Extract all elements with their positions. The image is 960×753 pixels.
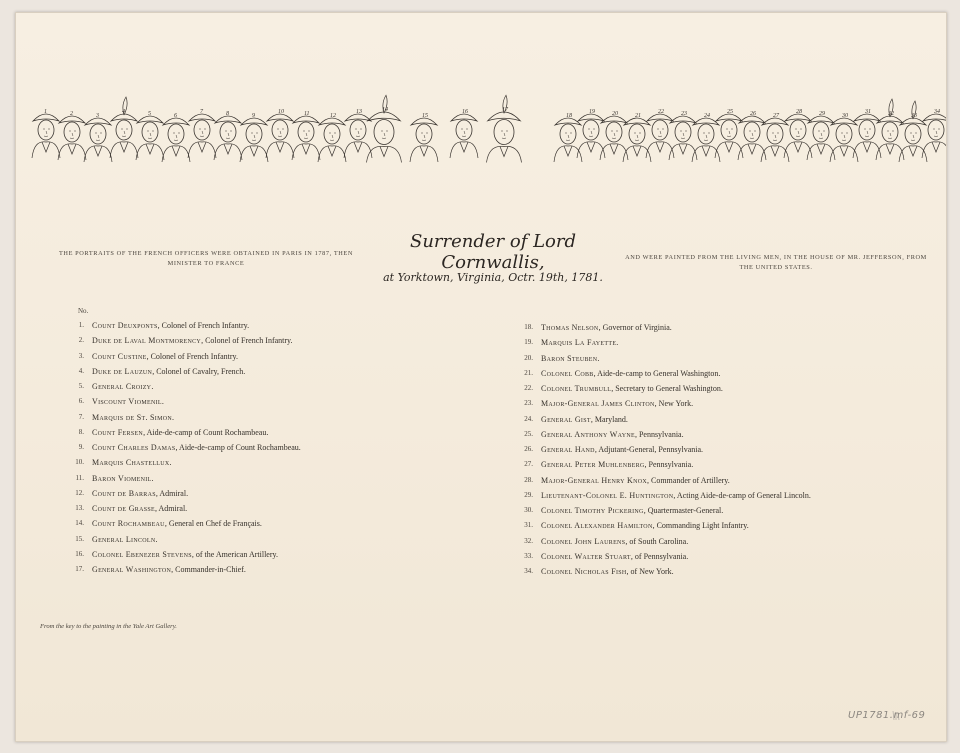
entry-description: , Adjutant-General, Pennsylvania. xyxy=(594,445,704,454)
key-entry xyxy=(62,474,392,489)
portrait-number: 8 xyxy=(226,111,229,117)
entry-name: General Croizy xyxy=(92,382,152,391)
portrait-head xyxy=(162,113,190,162)
portrait-head xyxy=(450,109,478,158)
entry-description: , Aide-de-camp of Count Rochambeau. xyxy=(143,427,269,437)
entry-number: 1. xyxy=(78,321,84,329)
entry-description: , of New York. xyxy=(626,567,674,576)
key-entry xyxy=(62,565,392,580)
entry-name: Major-General Henry Knox xyxy=(541,475,647,485)
portrait-head xyxy=(58,111,86,160)
key-entry xyxy=(62,519,392,534)
key-entry xyxy=(511,537,911,552)
portrait-head xyxy=(136,111,164,160)
entry-number: 12. xyxy=(75,488,84,497)
entry-name: Count Charles Damas xyxy=(92,443,176,452)
entry-number: 32. xyxy=(524,536,533,545)
entry-description: , Pennsylvania. xyxy=(644,460,694,470)
portrait-head xyxy=(110,97,138,158)
entry-number: 4. xyxy=(78,366,84,375)
entry-number: 3. xyxy=(78,351,84,360)
page-title: Surrender of Lord Cornwallis, xyxy=(409,231,577,273)
portrait-number: 29 xyxy=(819,111,825,117)
entry-name: Colonel Timothy Pickering xyxy=(541,506,644,515)
note-left: THE PORTRAITS OF THE FRENCH OFFICERS WERE OBTAINED IN PARIS IN 1787, THEN MINISTER TO FRANCE xyxy=(58,250,354,267)
portrait-number: 17 xyxy=(502,106,508,113)
entry-description: , Aide-de-camp to General Washington. xyxy=(593,368,721,378)
entry-number: 19. xyxy=(524,338,533,347)
entry-number: 27. xyxy=(524,460,533,469)
key-entry xyxy=(62,428,392,443)
entry-description: , Acting Aide-de-camp of General Lincoln. xyxy=(673,490,811,500)
entry-description: , Commander of Artillery. xyxy=(646,475,730,485)
entry-number: 6. xyxy=(78,397,84,406)
key-entry xyxy=(62,413,392,428)
key-entry xyxy=(62,504,392,519)
key-entry xyxy=(62,458,392,473)
key-entry xyxy=(511,354,911,369)
portrait-head xyxy=(292,111,320,160)
portrait-number: 7 xyxy=(200,109,203,115)
portrait-number: 6 xyxy=(174,113,177,119)
entry-number: 25. xyxy=(524,429,533,438)
portrait-number: 14 xyxy=(382,106,388,113)
entry-description: . xyxy=(151,382,154,391)
portrait-head xyxy=(922,108,946,158)
entry-description: , Quartermaster-General. xyxy=(643,506,724,515)
entry-number: 23. xyxy=(524,399,533,408)
portrait-number: 27 xyxy=(773,113,779,119)
portrait-head xyxy=(240,113,268,162)
entry-name: Count Custine xyxy=(92,351,147,361)
entry-name: General Peter Muhlenberg xyxy=(541,460,645,470)
entry-description: , of the American Artillery. xyxy=(191,549,278,559)
key-entry xyxy=(511,415,911,430)
entry-name: Count Fersen xyxy=(92,427,144,437)
entry-name: Colonel Cobb xyxy=(541,368,594,378)
key-entry xyxy=(511,460,911,475)
entry-description: , Aide-de-camp of Count Rochambeau. xyxy=(175,443,301,452)
entry-name: General Hand xyxy=(541,445,595,454)
entry-number: 30. xyxy=(524,506,533,514)
portrait-head xyxy=(344,109,372,158)
entry-number: 13. xyxy=(75,504,84,512)
key-entry xyxy=(511,399,911,414)
portrait-number: 25 xyxy=(727,109,733,115)
note-right: AND WERE PAINTED FROM THE LIVING MEN, IN THE HOUSE OF MR. JEFFERSON, FROM THE UNITED STATES. xyxy=(625,254,927,271)
entry-name: Baron Viomenil xyxy=(92,473,152,483)
portrait-number: 16 xyxy=(462,109,468,115)
portrait-number: 32 xyxy=(888,111,894,117)
entry-description: , Colonel of Cavalry, French. xyxy=(152,366,246,376)
entry-description: , Commander-in-Chief. xyxy=(171,565,246,574)
portrait-head xyxy=(410,113,438,162)
entry-description: , Secretary to General Washington. xyxy=(611,384,723,393)
entry-description: , Colonel of French Infantry. xyxy=(201,336,293,346)
entry-description: . xyxy=(161,397,164,407)
portrait-head xyxy=(367,95,402,162)
key-list-left xyxy=(62,307,392,580)
entry-number: 31. xyxy=(524,521,533,530)
entry-description: . xyxy=(169,458,172,468)
key-entry xyxy=(62,367,392,382)
entry-description: , Pennsylvania. xyxy=(634,429,684,439)
portrait-number: 26 xyxy=(750,111,756,117)
key-entry xyxy=(511,521,911,536)
entry-number: 16. xyxy=(75,549,84,558)
key-entry xyxy=(511,323,911,338)
entry-number: 34. xyxy=(524,567,533,575)
key-entry xyxy=(511,552,911,567)
key-entry xyxy=(62,382,392,397)
portrait-head xyxy=(577,109,605,158)
portrait-number: 9 xyxy=(252,113,255,119)
entry-description: . xyxy=(172,412,175,422)
entry-name: Viscount Viomenil xyxy=(92,397,162,407)
key-entry xyxy=(511,445,911,460)
source-footnote: From the key to the painting in the Yale Art Gallery. xyxy=(40,623,177,630)
key-entry xyxy=(511,506,911,521)
portrait-number: 15 xyxy=(422,113,428,119)
entry-number: 18. xyxy=(524,323,533,331)
entry-name: Count Deuxponts xyxy=(92,321,158,330)
entry-description: , General en Chef de Français. xyxy=(164,519,262,529)
entry-number: 10. xyxy=(75,458,84,467)
entry-number: 26. xyxy=(524,445,533,453)
portrait-head xyxy=(188,109,216,158)
entry-name: Duke de Laval Montmorency xyxy=(92,336,202,346)
print-sheet xyxy=(15,12,947,742)
key-entry xyxy=(62,443,392,458)
portrait-number: 22 xyxy=(658,109,664,115)
portrait-head xyxy=(487,95,522,162)
portrait-number: 19 xyxy=(589,109,595,115)
portrait-number: 10 xyxy=(278,109,284,115)
entry-description: . xyxy=(151,473,154,483)
portrait-head xyxy=(784,109,812,158)
portrait-number: 13 xyxy=(356,109,362,115)
entry-name: Major-General James Clinton xyxy=(541,399,655,409)
portrait-head xyxy=(266,109,294,158)
entry-description: , New York. xyxy=(654,399,694,409)
portrait-number: 31 xyxy=(865,109,871,115)
entry-number: 20. xyxy=(524,353,533,362)
entry-description: , Commanding Light Infantry. xyxy=(652,521,749,531)
portrait-head xyxy=(853,109,881,158)
key-entry xyxy=(62,336,392,351)
entry-description: , Admiral. xyxy=(155,488,189,498)
entry-number: 28. xyxy=(524,475,533,484)
entry-number: 9. xyxy=(78,443,84,451)
key-entry xyxy=(511,369,911,384)
entry-number: 24. xyxy=(524,414,533,423)
entry-number: 14. xyxy=(75,519,84,528)
entry-name: Count de Barras xyxy=(92,488,156,498)
portrait-head xyxy=(876,99,904,160)
portrait-number: 2 xyxy=(70,111,73,117)
portrait-number: 24 xyxy=(704,113,710,119)
entry-number: 2. xyxy=(78,336,84,345)
entry-description: . xyxy=(155,534,158,544)
entry-name: Marquis La Fayette xyxy=(541,338,617,348)
entry-number: 5. xyxy=(78,382,84,390)
portrait-head xyxy=(715,109,743,158)
entry-name: Count Rochambeau xyxy=(92,519,165,529)
entry-name: General Anthony Wayne xyxy=(541,429,635,439)
entry-number: 8. xyxy=(78,427,84,436)
key-entry xyxy=(62,550,392,565)
portrait-number: 4 xyxy=(122,109,125,115)
entry-name: Colonel Walter Stuart xyxy=(541,551,631,561)
portrait-number: 30 xyxy=(842,113,848,119)
entry-description: , Admiral. xyxy=(154,504,188,513)
key-entry xyxy=(62,352,392,367)
portrait-head xyxy=(84,113,112,162)
entry-name: General Gist xyxy=(541,414,591,424)
entry-number: 21. xyxy=(524,368,533,377)
portrait-number: 23 xyxy=(681,111,687,117)
entry-name: Marquis de St. Simon xyxy=(92,412,173,422)
entry-number: 33. xyxy=(524,551,533,560)
entry-name: Colonel Trumbull xyxy=(541,384,612,393)
entry-name: Count de Grasse xyxy=(92,504,155,513)
key-entry xyxy=(511,338,911,353)
key-list-right xyxy=(511,323,911,582)
key-entry xyxy=(62,489,392,504)
entry-number: 15. xyxy=(75,534,84,543)
entry-name: Duke de Lauzun xyxy=(92,366,153,376)
portrait-head xyxy=(32,109,60,158)
entry-description: , of South Carolina. xyxy=(625,536,689,546)
entry-name: Marquis Chastellux xyxy=(92,458,170,468)
entry-name: Colonel Ebenezer Stevens xyxy=(92,549,192,559)
entry-name: General Washington xyxy=(92,565,172,574)
entry-description: , of Pennsylvania. xyxy=(630,551,689,561)
entry-description: , Colonel of French Infantry. xyxy=(146,351,239,361)
portrait-number: 20 xyxy=(612,111,618,117)
portrait-outline-key xyxy=(16,68,946,173)
portrait-number: 1 xyxy=(44,109,47,115)
entry-name: Thomas Nelson xyxy=(541,323,599,332)
entry-description: . xyxy=(616,338,619,348)
portrait-head xyxy=(318,113,346,162)
entry-number: 29. xyxy=(524,490,533,499)
portrait-number: 28 xyxy=(796,109,802,115)
portrait-head xyxy=(646,109,674,158)
portrait-number: 21 xyxy=(635,113,641,119)
entry-number: 7. xyxy=(78,412,84,421)
entry-name: Lieutenant-Colonel E. Huntington xyxy=(541,490,674,500)
entry-name: General Lincoln xyxy=(92,534,156,544)
entry-name: Colonel John Laurens xyxy=(541,536,626,546)
key-entry xyxy=(511,491,911,506)
no-column-header: No. xyxy=(78,307,89,315)
page-subtitle: at Yorktown, Virginia, Octr. 19th, 1781. xyxy=(383,271,603,284)
portrait-number: 5 xyxy=(148,111,151,117)
portrait-number: 18 xyxy=(566,113,572,119)
key-entry xyxy=(511,384,911,399)
portrait-drawing xyxy=(16,68,946,173)
entry-description: , Maryland. xyxy=(590,414,628,424)
entry-name: Colonel Nicholas Fish xyxy=(541,567,627,576)
entry-description: . xyxy=(597,353,600,363)
catalog-pencil-note: UP1781.mf-69 xyxy=(848,710,926,721)
entry-number: 22. xyxy=(524,384,533,392)
portrait-head xyxy=(214,111,242,160)
key-entry xyxy=(511,476,911,491)
entry-name: Colonel Alexander Hamilton xyxy=(541,521,653,531)
portrait-number: 3 xyxy=(96,113,99,119)
entry-description: , Colonel of French Infantry. xyxy=(157,321,250,330)
portrait-number: 33 xyxy=(911,113,917,119)
portrait-number: 12 xyxy=(330,113,336,119)
key-entry xyxy=(62,397,392,412)
entry-name: Baron Steuben xyxy=(541,353,598,363)
portrait-number: 11 xyxy=(304,111,310,117)
entry-description: , Governor of Virginia. xyxy=(598,323,672,332)
key-entry xyxy=(511,567,911,582)
entry-number: 17. xyxy=(75,565,84,573)
key-entry xyxy=(62,535,392,550)
portrait-number: 34 xyxy=(934,109,940,115)
key-entry xyxy=(62,321,392,336)
key-entry xyxy=(511,430,911,445)
entry-number: 11. xyxy=(75,473,84,482)
